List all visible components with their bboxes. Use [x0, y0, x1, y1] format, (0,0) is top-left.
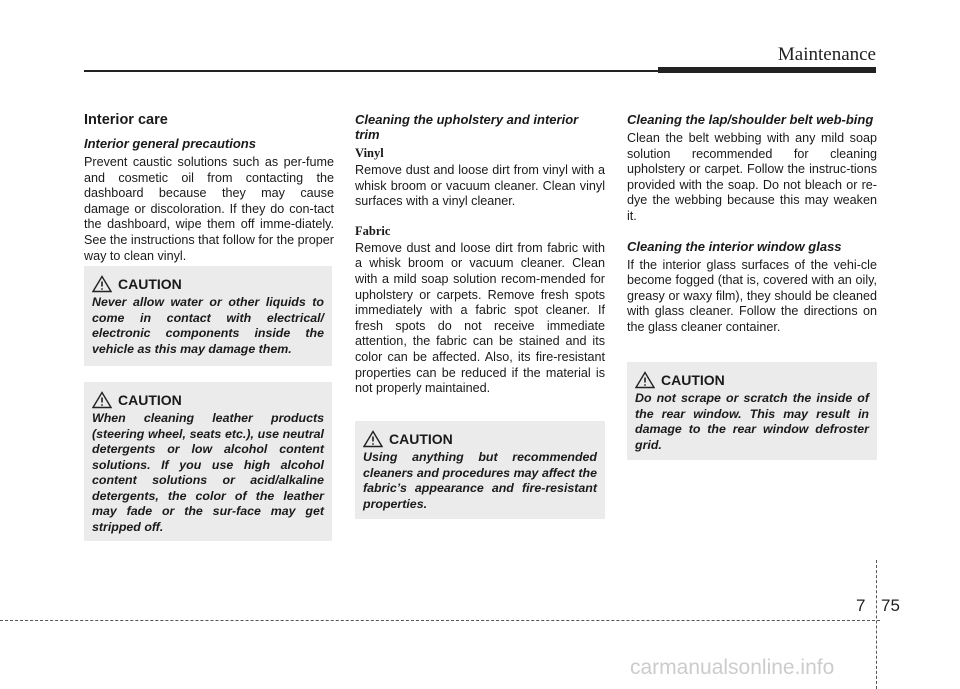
- caution-text-rear-window: Do not scrape or scratch the inside of the rear window. This may result in damage to the rear window defroster grid.: [635, 391, 869, 452]
- caution-title: CAUTION: [661, 372, 725, 388]
- chapter-number: 7: [856, 596, 866, 615]
- header-rule-thick: [658, 67, 876, 73]
- paragraph-vinyl: Remove dust and loose dirt from vinyl with a whisk broom or vacuum cleaner. Clean vinyl surfaces with a vinyl cleaner.: [355, 163, 605, 209]
- watermark: carmanualsonline.info: [630, 656, 835, 679]
- label-fabric: Fabric: [355, 223, 391, 238]
- caution-box-cleaners: [355, 421, 605, 519]
- subheading-window-glass: Cleaning the interior window glass: [627, 238, 842, 254]
- section-heading-interior-care: Interior care: [84, 112, 168, 128]
- footer-rule: [0, 620, 880, 621]
- subheading-upholstery: Cleaning the upholstery and interior trim: [355, 112, 579, 142]
- paragraph-general-precautions: Prevent caustic solutions such as per-fume and cosmetic oil from contacting the dashboard because they may cause damage or discoloration. If they do con-tact the dashboard, wipe them off imme-diately. See the instructions that follow for the proper way to clean vinyl.: [84, 155, 334, 263]
- paragraph-window-glass: If the interior glass surfaces of the vehi-cle become fogged (that is, covered with an oily, greasy or waxy film), they should be cleaned with glass cleaner. Follow the directions on the glass cleaner container.: [627, 257, 877, 334]
- page-number: 75: [881, 596, 900, 615]
- column-3: [627, 112, 877, 350]
- caution-title: CAUTION: [389, 431, 453, 447]
- column-1: [84, 106, 334, 278]
- footer-divider: [876, 560, 877, 689]
- caution-box-liquids: [84, 266, 332, 366]
- paragraph-fabric: Remove dust and loose dirt from fabric with a whisk broom or vacuum cleaner. Clean with a mild soap solution recom-mended for upholstery or carpets. Remove fresh spots immediately with a fabric spot cleaner. If fresh spots do not receive immediate attention, the fabric can be stained and its color can be affected. Also, its fire-resistant properties can be reduced if the material is not properly maintained.: [355, 240, 605, 396]
- column-2: [355, 112, 605, 411]
- caution-box-leather: [84, 382, 332, 541]
- caution-text-leather: When cleaning leather products (steering wheel, seats etc.), use neutral detergents or low alcohol content solutions. If you use high alcohol content solutions or acid/alkaline detergents, the color of the leather may fade or the sur-face may get stripped off.: [92, 411, 324, 534]
- warning-triangle-icon: [92, 391, 112, 409]
- header-rule-thin: [84, 70, 664, 72]
- warning-triangle-icon: [92, 275, 112, 293]
- caution-text-cleaners: Using anything but recommended cleaners and procedures may affect the fabric’s appearance and fire-resistant properties.: [363, 450, 597, 511]
- page-header-title: Maintenance: [777, 44, 876, 65]
- caution-box-rear-window: [627, 362, 877, 460]
- paragraph-belt-webbing: Clean the belt webbing with any mild soap solution recommended for cleaning upholstery or carpet. Follow the instruc-tions provided with the soap. Do not bleach or re-dye the webbing because this may weaken it.: [627, 131, 877, 223]
- subheading-general-precautions: Interior general precautions: [84, 136, 256, 151]
- caution-title: CAUTION: [118, 392, 182, 408]
- label-vinyl: Vinyl: [355, 146, 384, 160]
- caution-title: CAUTION: [118, 276, 182, 292]
- warning-triangle-icon: [363, 430, 383, 448]
- subheading-belt-webbing: Cleaning the lap/shoulder belt web-bing: [627, 112, 874, 127]
- caution-text-liquids: Never allow water or other liquids to come in contact with electrical/ electronic components inside the vehicle as this may damage them.: [92, 295, 324, 356]
- warning-triangle-icon: [635, 371, 655, 389]
